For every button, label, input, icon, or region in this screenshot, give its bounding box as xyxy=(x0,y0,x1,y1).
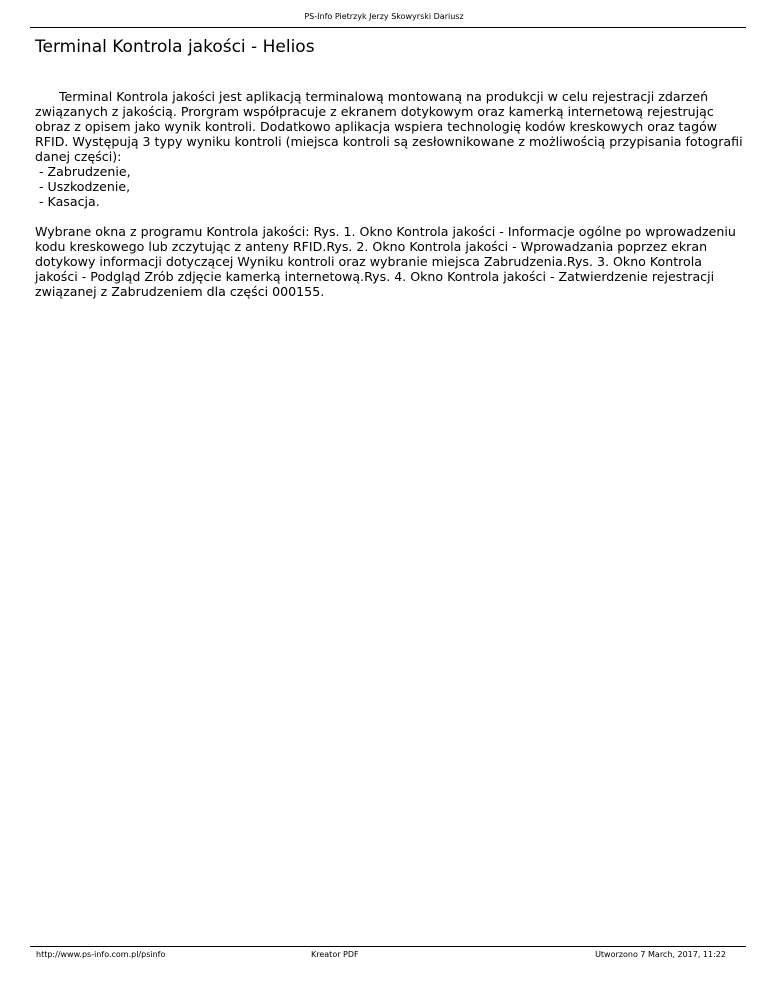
footer-generator: Kreator PDF xyxy=(311,950,359,959)
document-body xyxy=(35,89,743,299)
result-type-list xyxy=(35,164,743,209)
header-divider xyxy=(30,27,746,28)
footer-divider xyxy=(30,946,746,947)
intro-text: Terminal Kontrola jakości jest aplikacją terminalową montowaną na produkcji w celu rejestracji zdarzeń związanych z jakością. Prorgram współpracuje z ekranem dotykowym oraz kamerką internetową rejestrując obraz z opisem jako wynik kontroli. Dodatkowo aplikacja wspiera technologię kodów kreskowych oraz tagów RFID. Występują 3 typy wyniku kontroli (miejsca kontroli są zesłownikowane z możliwością przypisania fotografii danej części): xyxy=(35,89,743,164)
windows-paragraph: Wybrane okna z programu Kontrola jakości: Rys. 1. Okno Kontrola jakości - Informacje ogólne po wprowadzeniu kodu kreskowego lub zczytując z anteny RFID.Rys. 2. Okno Kontrola jakości - Wprowadzania poprzez ekran dotykowy informacji dotyczącej Wyniku kontroli oraz wybranie miejsca Zabrudzenia.Rys. 3. Okno Kontrola jakości - Podgląd Zrób zdjęcie kamerką internetową.Rys. 4. Okno Kontrola jakości - Zatwierdzenie rejestracji związanej z Zabrudzeniem dla części 000155. xyxy=(35,224,736,299)
footer-url-link[interactable]: http://www.ps-info.com.pl/psinfo xyxy=(36,950,166,959)
page-header: PS-Info Pietrzyk Jerzy Skowyrski Dariusz xyxy=(304,12,464,21)
result-type-item: - Kasacja. xyxy=(35,194,100,209)
result-type-item: - Uszkodzenie, xyxy=(35,179,131,194)
intro-paragraph xyxy=(35,89,743,164)
result-type-item: - Zabrudzenie, xyxy=(35,164,131,179)
document-title: Terminal Kontrola jakości - Helios xyxy=(35,37,315,57)
footer-created-date: Utworzono 7 March, 2017, 11:22 xyxy=(595,950,726,959)
